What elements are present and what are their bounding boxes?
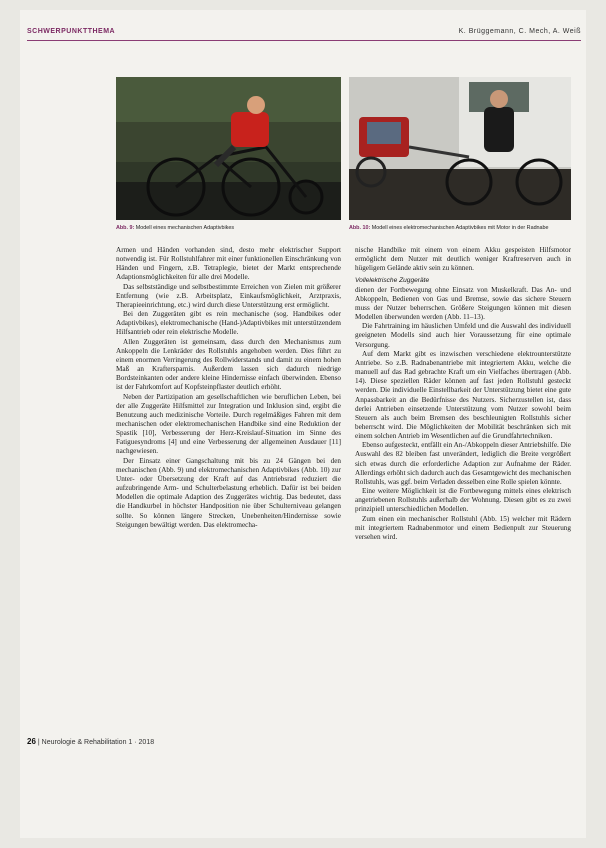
header-rule: [27, 40, 581, 41]
page-footer: [27, 737, 154, 746]
paragraph: Armen und Händen vorhanden sind, desto mehr elektrischer Support notwendig ist. Für Rollstuhlfahrer mit einer funktionellen Einschränkung von Händen und Fingern, z.B. Tetraplegie, bietet der Markt entsprechende Adaptionsmöglichkeiten für alle drei Modelle.: [116, 246, 341, 282]
paragraph: Ebenso aufgesteckt, entfällt ein An-/Abkoppeln dieser Antriebshilfe. Die Auswahl des 82 bleiben fast unverändert, lediglich die Breite vergrößert sich etwas durch die erforderliche Adaption zur Aufnahme der Räder. Allerdings erhöht sich dadurch auch das Gesamtgewicht des mechanischen Rollstuhls, was ggf. beim Verladen desselben eine Rolle spielen könnte.: [355, 441, 571, 486]
authors: K. Brüggemann, C. Mech, A. Weiß: [458, 28, 581, 35]
figure-10-caption: [349, 225, 571, 232]
paragraph: Bei den Zuggeräten gibt es rein mechanische (sog. Handbikes oder Adaptivbikes), elektromechanische (Hand-)Adaptivbikes mit unterstützendem Hilfsantrieb oder rein elektrische Modelle.: [116, 310, 341, 337]
paragraph: Auf dem Markt gibt es inzwischen verschiedene elektrounterstützte Antriebe. So z.B. Radnabenantriebe mit integriertem Akku, welche die manuell auf das Rad gebrachte Kraft um ein Vielfaches übertragen (Abb. 14). Diese speziellen Räder können auf fast jeden Rollstuhl gesteckt werden. Die individuelle Einstellbarkeit der Unterstützung bietet eine gute Anpassbarkeit an die Bedürfnisse des Nutzers. Sicherzustellen ist, dass derlei Antrieben einsetzende Unterstützung vom Nutzer sowohl beim Steuern als auch beim Bremsen des beschleunigten Rollstuhls sicher beherrscht wird. Die Möglichkeiten der Mobilität beschränken sich mit einem solchen Antrieb im Wesentlichen auf die Grundfahrtechniken.: [355, 349, 571, 441]
paragraph: Neben der Partizipation am gesellschaftlichen wie beruflichen Leben, bei der alle Zuggeräte Hilfsmittel zur Integration und Inklusion sind, ergibt die Benutzung auch medizinische Vorteile. Durch regelmäßiges Fahren mit dem mechanischen oder elektromechanischen Handbike sind eine Reduktion der Spastik [10], Verbesserung der Herz-Kreislauf-Situation im Sinne des Fatiguesyndroms [4] und eine Verbesserung der allgemeinen Ausdauer [11] nachgewiesen.: [116, 392, 341, 456]
caption-text: Modell eines mechanischen Adaptivbikes: [135, 225, 235, 231]
caption-text: Modell eines elektromechanischen Adaptivbikes mit Motor in der Radnabe: [371, 225, 549, 231]
paragraph: Der Einsatz einer Gangschaltung mit bis zu 24 Gängen bei den mechanischen (Abb. 9) und elektromechanischen Adaptivbikes (Abb. 10) zur Unter- oder Übersetzung der Kraft auf das Antriebsrad reduziert die aufzubringende Arm- und Schulterbelastung erheblich. Dafür ist bei beiden Modellen die optimale Adaption des Zuggerätes wichtig. Das bedeutet, dass die Handkurbel in höchster Handposition nie über Schulterniveau gelangen sollte. So können längere Strecken, Unebenheiten/Hindernisse sowie Steigungen bewältigt werden. Das elektromecha-: [116, 456, 341, 529]
paragraph: Die Fahrtraining im häuslichen Umfeld und die Auswahl des individuell geeigneten Modells sind auch hier Voraussetzung für eine optimale Versorgung.: [355, 322, 571, 349]
subheading: Vollelektrische Zuggeräte: [355, 277, 430, 285]
running-header: [27, 28, 581, 40]
left-column: [116, 246, 341, 530]
figure-9-photo: [116, 77, 341, 220]
paragraph: Eine weitere Möglichkeit ist die Fortbewegung mittels eines elektrisch angetriebenen Rollstuhls außerhalb der Wohnung. Diesen gibt es zu zwei prinzipiell unterschiedlichen Modellen.: [355, 487, 571, 514]
page-number: 26: [27, 737, 36, 746]
caption-label: Abb. 10:: [349, 225, 371, 231]
figure-9-caption: [116, 225, 341, 232]
paragraph: Das selbstständige und selbstbestimmte Erreichen von Zielen mit größerer Entfernung (wie z.B. Arbeitsplatz, Einkaufsmöglichkeit, Arztpraxis, Therapieeinrichtung, etc.) wird durch diese Unterstützung erst ermöglicht.: [116, 282, 341, 309]
paragraph: dienen der Fortbewegung ohne Einsatz von Muskelkraft. Das An- und Abkoppeln, Bedienen von Gas und Bremse, sowie das sichere Steuern muss der Nutzer beherrschen. Größere Steigungen können mit diesen Modellen überwunden werden (Abb. 11–13).: [355, 285, 571, 322]
journal-name: Neurologie & Rehabilitation 1 · 2018: [41, 739, 155, 746]
paragraph: nische Handbike mit einem von einem Akku gespeisten Hilfsmotor ermöglicht dem Nutzer mit deutlich weniger Kraftreserven auch in hügeligem Gelände aktiv sein zu können.: [355, 246, 571, 273]
paragraph: Zum einen ein mechanischer Rollstuhl (Abb. 15) welcher mit Rädern mit integriertem Radnabenmotor und einem Bedienpult zur Steuerung versehen wird.: [355, 514, 571, 541]
figure-10-photo: [349, 77, 571, 220]
paragraph: Allen Zuggeräten ist gemeinsam, dass durch den Mechanismus zum Ankoppeln die Lenkräder des Rollstuhls angehoben werden. Dies führt zu einem enormen Verringerung des Rollwiderstands und damit zu einem hohen Maß an Kraftersparnis. Außerdem lassen sich dadurch niedrige Bordsteinkanten oder andere kleine Hindernisse einfach überwinden. Ebenso ist der Fahrkomfort auf Kopfsteinpflaster deutlich erhöht.: [116, 337, 341, 392]
right-column: [355, 246, 571, 542]
caption-label: Abb. 9:: [116, 225, 135, 231]
footer-separator: |: [37, 739, 40, 746]
section-label: SCHWERPUNKTTHEMA: [27, 28, 116, 35]
